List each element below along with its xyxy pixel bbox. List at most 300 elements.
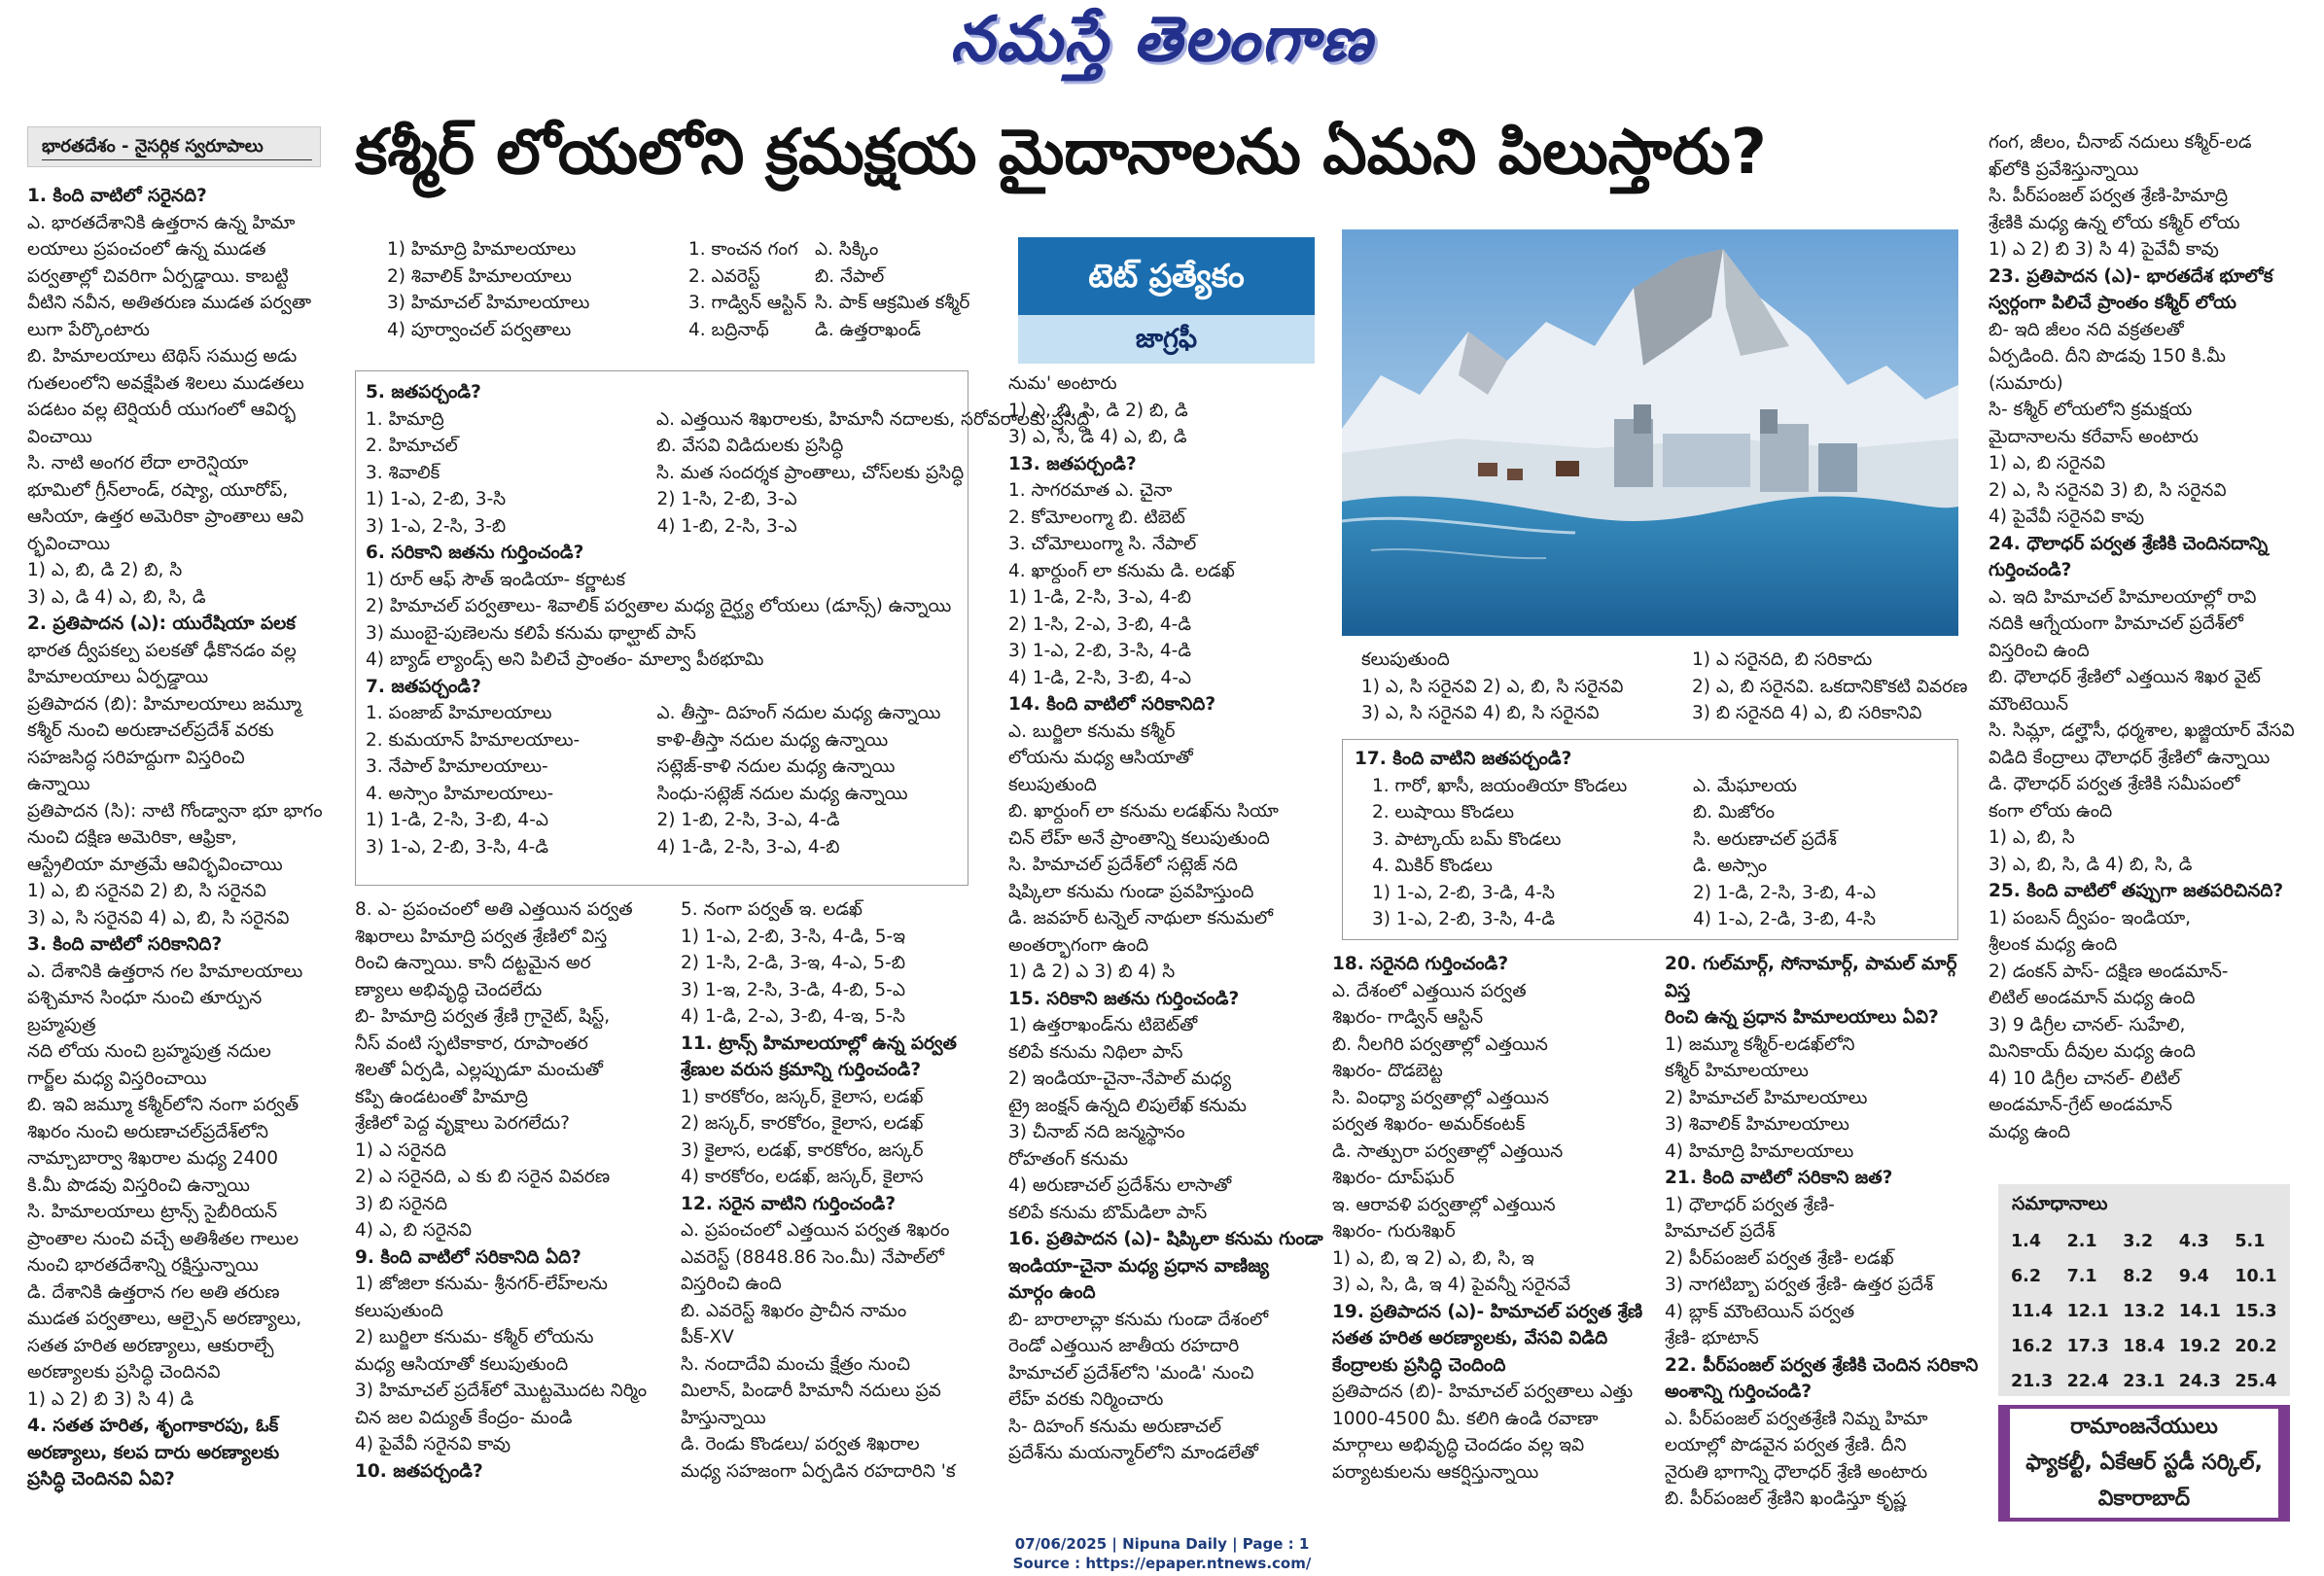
col4-line: 16. ప్రతిపాదన (ఎ)- షిప్కిలా కనుమ గుండా bbox=[1008, 1229, 1323, 1249]
col7-line: ఎ. ఇది హిమాచల్ హిమాలయాల్లో రావి bbox=[1989, 586, 2257, 608]
answer-cell: 22.4 bbox=[2066, 1372, 2109, 1391]
answer-cell: 17.3 bbox=[2066, 1337, 2109, 1356]
col7-line: సి- కశ్మీర్ లోయలోని క్రమక్షయ bbox=[1989, 400, 2193, 420]
answer-cell: 23.1 bbox=[2123, 1372, 2166, 1391]
col5_top-line: 3) ఎ, సి సరైనవి 4) బి, సి సరైనవి bbox=[1361, 703, 1600, 723]
col7-line: మౌంటెయిన్ bbox=[1989, 693, 2068, 715]
col4-line: షిప్కిలా కనుమ గుండా ప్రవహిస్తుంది bbox=[1008, 881, 1254, 902]
option-cell: బి. వేసవి విడిదులకు ప్రసిద్ధి bbox=[656, 436, 844, 456]
col2b-line: 1) ఎ సరైనది bbox=[355, 1139, 446, 1161]
col1-line: 1) ఎ 2) బి 3) సి 4) డి bbox=[27, 1388, 194, 1410]
col5b-line: 3) ఎ, సి, డి, ఇ 4) పైవన్నీ సరైనవే bbox=[1332, 1275, 1571, 1295]
col4-line: 3. చోమోలుంగ్మా సి. నేపాల్ bbox=[1008, 534, 1197, 554]
col4-line: చిన్ లేహ్ అనే ప్రాంతాన్ని కలుపుతుంది bbox=[1008, 827, 1270, 849]
col7-line: డి. ధౌలాధర్ పర్వత శ్రేణికి సమీపంలో bbox=[1989, 774, 2240, 794]
col1-line: 3) ఎ, సి సరైనవి 4) ఎ, బి, సి సరైనవి bbox=[27, 907, 290, 928]
col6b-line: 2) పీర్‌పంజల్ పర్వత శ్రేణి- లడఖ్ bbox=[1665, 1247, 1894, 1269]
col1-line: అరణ్యాలకు ప్రసిద్ధి చెందినవి bbox=[27, 1362, 221, 1383]
option-row bbox=[366, 433, 958, 460]
author-location: వికారాబాద్ bbox=[2097, 1487, 2191, 1511]
col4-line: ట్రై జంక్షన్ ఉన్నది లిపులేఖ్ కనుమ bbox=[1008, 1095, 1247, 1116]
q4-options bbox=[387, 236, 970, 343]
option-cell: బి. మిజోరం bbox=[1693, 802, 1776, 823]
col7-line: 1) ఎ, బి సరైనవి bbox=[1989, 453, 2106, 473]
col7-line: బి. ధౌలాధర్ శ్రేణిలో ఎత్తయిన శిఖర వైట్ bbox=[1989, 667, 2261, 687]
col6_top-line: 2) ఎ, బి సరైనవి. ఒకదానికొకటి వివరణ bbox=[1692, 676, 1968, 697]
col7-line: మైదానాలను కరేవాస్ అంటారు bbox=[1989, 426, 2199, 447]
option-cell: డి. ఉత్తరాఖండ్ bbox=[815, 319, 921, 340]
col1-line: అరణ్యాలు, కలప దారు అరణ్యాలకు bbox=[27, 1442, 280, 1463]
col6b-line: నైరుతి భాగాన్ని ధౌలాధర్ శ్రేణి అంటారు bbox=[1665, 1461, 1928, 1483]
col2b-line: 4) ఎ, బి సరైనవి bbox=[355, 1220, 473, 1241]
col7-line: శ్రేణికి మధ్య ఉన్న లోయ కశ్మీర్ లోయ bbox=[1989, 212, 2240, 233]
col3b-line: 4) 1-డి, 2-ఎ, 3-బి, 4-ఇ, 5-సి bbox=[681, 1006, 905, 1027]
column-5-lower bbox=[1332, 951, 1653, 1486]
answer-cell: 9.4 bbox=[2178, 1267, 2209, 1286]
tet-banner-subject: జాగ్రఫీ bbox=[1018, 315, 1315, 364]
col3b-line: 2) 1-సి, 2-డి, 3-ఇ, 4-ఎ, 5-బి bbox=[681, 953, 905, 973]
option-row bbox=[1355, 853, 1946, 880]
option-cell: 2) 1-డి, 2-సి, 3-బి, 4-ఎ bbox=[1693, 882, 1877, 903]
column-6-lower bbox=[1665, 951, 1986, 1513]
option-row bbox=[366, 513, 958, 541]
section-label: భారతదేశం - నైసర్గిక స్వరూపాలు bbox=[27, 126, 321, 167]
col4-line: 13. జతపర్చండి? bbox=[1008, 453, 1137, 474]
answer-cell: 18.4 bbox=[2123, 1337, 2166, 1356]
col1-line: కశ్మీర్ నుంచి అరుణాచల్‌ప్రదేశ్ వరకు bbox=[27, 720, 274, 741]
question-title: 7. జతపర్చండి? bbox=[366, 676, 481, 697]
col1-line: శిఖరం నుంచి అరుణాచల్‌ప్రదేశ్‌లోని bbox=[27, 1121, 269, 1142]
answer-cell: 20.2 bbox=[2235, 1337, 2277, 1356]
option-cell: 4. బద్రినాథ్ bbox=[688, 319, 769, 340]
answer-cell: 5.1 bbox=[2235, 1232, 2266, 1251]
option-cell: 3) 1-ఎ, 2-సి, 3-బి bbox=[366, 515, 507, 537]
col4-line: 3) 1-ఎ, 2-బి, 3-సి, 4-డి bbox=[1008, 641, 1192, 661]
answers-row bbox=[2010, 1365, 2288, 1398]
landscape-photo bbox=[1342, 229, 1958, 636]
col3b-line: 4) కారకోరం, లడఖ్, జస్కర్, కైలాస bbox=[681, 1167, 924, 1187]
col2b-line: 3) హిమాచల్ ప్రదేశ్‌లో మొట్టమొదట నిర్మిం bbox=[355, 1381, 648, 1401]
answer-cell: 13.2 bbox=[2123, 1302, 2166, 1321]
col6b-line: 20. గుల్‌మార్గ్, సోనామార్గ్, పామల్ మార్గ్ విస్త bbox=[1665, 954, 1957, 1001]
column-3-lower bbox=[681, 896, 987, 1485]
col4-line: సి- దిహంగ్ కనుమ అరుణాచల్ bbox=[1008, 1416, 1221, 1437]
col4-line: బి. ఖార్దుంగ్ లా కనుమ లడఖ్‌ను సియా bbox=[1008, 801, 1279, 822]
col5b-line: శిఖరం- గాడ్విన్ ఆస్టిన్ bbox=[1332, 1007, 1484, 1028]
col4-line: మార్గం ఉంది bbox=[1008, 1282, 1096, 1303]
col7-line: మినికాయ్ దీవుల మధ్య ఉంది bbox=[1989, 1041, 2196, 1062]
col7-line: 3) ఎ, బి, సి, డి 4) బి, సి, డి bbox=[1989, 854, 2193, 875]
author-inner bbox=[2010, 1409, 2278, 1518]
answers-row bbox=[2010, 1295, 2288, 1328]
col1-line: పడటం వల్ల టెర్షియరీ యుగంలో ఆవిర్భ bbox=[27, 400, 296, 420]
answer-cell: 10.1 bbox=[2235, 1267, 2277, 1286]
col6b-line: ఎ. పీర్‌పంజల్ పర్వతశ్రేణి నిమ్న హిమా bbox=[1665, 1408, 1928, 1429]
option-cell: 4. మికిర్ కొండలు bbox=[1372, 856, 1493, 876]
option-cell: 2. ఎవరెస్ట్ bbox=[688, 265, 760, 287]
col5_top-line: 1) ఎ, సి సరైనవి 2) ఎ, బి, సి సరైనవి bbox=[1361, 676, 1624, 697]
answer-cell: 6.2 bbox=[2011, 1267, 2042, 1286]
col7-line: 2) డంకన్ పాస్- దక్షిణ అండమాన్- bbox=[1989, 961, 2229, 982]
col2b-line: శిఖరాలు హిమాద్రి పర్వత శ్రేణిలో విస్త bbox=[355, 926, 608, 947]
col1-line: 1) ఎ, బి, డి 2) బి, సి bbox=[27, 560, 183, 580]
option-cell: 2) శివాలిక్ హిమాలయాలు bbox=[387, 265, 572, 287]
col4-line: రోహతంగ్ కనుమ bbox=[1008, 1148, 1129, 1170]
column-7 bbox=[1989, 129, 2298, 1145]
col3b-line: మిలాన్, పిండారీ హిమానీ నదులు ప్రవ bbox=[681, 1381, 941, 1401]
col1-line: వించాయి bbox=[27, 426, 92, 447]
question-title: 3) ముంబై-పుణెలను కలిపే కనుమ థాల్ఘాట్ పాస్ bbox=[366, 622, 696, 644]
col2b-line: 3) బి సరైనది bbox=[355, 1193, 448, 1214]
option-row bbox=[1355, 799, 1946, 826]
option-row bbox=[366, 834, 958, 861]
answers-row bbox=[2010, 1225, 2288, 1258]
question-title: 1) రూర్ ఆఫ్ సౌత్ ఇండియా- కర్ణాటక bbox=[366, 569, 625, 590]
col1-line: పర్వతాల్లో చివరిగా ఏర్పడ్డాయి. కాబట్టి bbox=[27, 265, 289, 287]
col1-line: నది లోయ నుంచి బ్రహ్మపుత్ర నదుల bbox=[27, 1041, 271, 1062]
col2b-line: ణ్యాలు అభివృద్ధి చెందలేదు bbox=[355, 979, 543, 1000]
col1-line: గార్జ్‌ల మధ్య విస్తరించాయి bbox=[27, 1068, 207, 1089]
answer-cell: 2.1 bbox=[2066, 1232, 2097, 1251]
col3b-line: 12. సరైన వాటిని గుర్తించండి? bbox=[681, 1193, 897, 1214]
col3b-line: 1) కారకోరం, జస్కర్, కైలాస, లడఖ్ bbox=[681, 1086, 924, 1107]
col1-line: పశ్చిమాన సింధూ నుంచి తూర్పున బ్రహ్మపుత్ర bbox=[27, 988, 263, 1035]
col6b-line: 21. కింది వాటిలో సరికాని జత? bbox=[1665, 1168, 1893, 1188]
column-4 bbox=[1008, 370, 1329, 1467]
col4-line: 14. కింది వాటిలో సరికానిది? bbox=[1008, 694, 1216, 715]
col5b-line: పర్వత శిఖరం- అమర్‌కంటక్ bbox=[1332, 1114, 1526, 1135]
col7-line: బి- ఇది జీలం నది వక్రతలతో bbox=[1989, 319, 2184, 340]
col1-line: ప్రాంతాల నుంచి వచ్చే అతిశీతల గాలుల bbox=[27, 1228, 299, 1249]
col4-line: డి. జవహర్ టన్నెల్ నాథులా కనుమలో bbox=[1008, 908, 1274, 928]
col4-line: ఎ. బుర్జిలా కనుమ కశ్మీర్ bbox=[1008, 720, 1176, 742]
masthead-title: నమస్తే తెలంగాణ bbox=[950, 4, 1374, 76]
option-cell: 3. పాట్కాయ్ బమ్ కొండలు bbox=[1372, 828, 1562, 850]
col6b-line: 4) హిమాద్రి హిమాలయాలు bbox=[1665, 1140, 1854, 1162]
option-cell: 3. నేపాల్ హిమాలయాలు- bbox=[366, 756, 548, 777]
col1-line: డి. దేశానికి ఉత్తరాన గల అతి తరుణ bbox=[27, 1281, 280, 1303]
col3b-line: హిస్తున్నాయి bbox=[681, 1407, 766, 1428]
col6b-line: హిమాచల్ ప్రదేశ్ bbox=[1665, 1221, 1776, 1242]
col7-line: అండమాన్-గ్రేట్ అండమాన్ bbox=[1989, 1095, 2173, 1115]
option-cell: 3) 1-ఎ, 2-బి, 3-సి, 4-డి bbox=[366, 836, 549, 858]
col1-line: 2. ప్రతిపాదన (ఎ): యురేషియా పలక bbox=[27, 613, 296, 634]
col3b-line: డి. రెండు కొండలు/ పర్వత శిఖరాల bbox=[681, 1434, 920, 1454]
answer-cell: 8.2 bbox=[2123, 1267, 2154, 1286]
col1-line: భారత ద్వీపకల్ప పలకతో ఢీకొనడం వల్ల bbox=[27, 640, 297, 661]
col6b-line: అంశాన్ని గుర్తించండి? bbox=[1665, 1382, 1813, 1402]
option-row bbox=[366, 486, 958, 513]
col4-line: 1) డి 2) ఎ 3) బి 4) సి bbox=[1008, 962, 1176, 982]
col4-line: 2. కోమోలంగ్మా బి. టిబెట్ bbox=[1008, 507, 1185, 528]
option-cell: 1. హిమాద్రి bbox=[366, 408, 444, 430]
col3b-line: 3) కైలాస, లడఖ్, కారకోరం, జస్కర్ bbox=[681, 1139, 924, 1161]
col6b-line: లయాల్లో పొడవైన పర్వత శ్రేణి. దీని bbox=[1665, 1435, 1907, 1455]
col1-line: వీటిని నవీన, అతితరుణ ముడత పర్వతా bbox=[27, 293, 312, 313]
col2b-line: శిలతో ఏర్పడి, ఎల్లప్పుడూ మంచుతో bbox=[355, 1060, 603, 1080]
option-cell: ఎ. సిక్కిం bbox=[815, 239, 879, 260]
col6b-line: 2) హిమాచల్ హిమాలయాలు bbox=[1665, 1087, 1868, 1108]
col5b-line: పర్యాటకులను ఆకర్షిస్తున్నాయి bbox=[1332, 1461, 1539, 1483]
col5b-line: సతత హరిత అరణ్యాలకు, వేసవి విడిది bbox=[1332, 1328, 1608, 1348]
col1-line: ఎ. దేశానికి ఉత్తరాన గల హిమాలయాలు bbox=[27, 961, 303, 982]
col5b-line: శిఖరం- దొడబెట్ట bbox=[1332, 1061, 1443, 1081]
footer bbox=[0, 1534, 2324, 1573]
col7-line: 24. ధౌలాధర్ పర్వత శ్రేణికి చెందినదాన్ని bbox=[1989, 533, 2269, 554]
answer-cell: 19.2 bbox=[2178, 1337, 2221, 1356]
col7-line: 1) ఎ, బి, సి bbox=[1989, 827, 2075, 848]
option-cell: 1. పంజాబ్ హిమాలయాలు bbox=[366, 703, 552, 723]
col4-line: హిమాచల్ ప్రదేశ్‌లోని 'మండి' నుంచి bbox=[1008, 1362, 1254, 1383]
landscape-illustration bbox=[1342, 229, 1958, 636]
column-2-lower bbox=[355, 896, 666, 1485]
answer-cell: 15.3 bbox=[2235, 1302, 2277, 1321]
option-cell: డి. అస్సాం bbox=[1693, 856, 1768, 876]
answers-table bbox=[2008, 1223, 2290, 1400]
col7-line: 1) పంబన్ ద్వీపం- ఇండియా, bbox=[1989, 907, 2192, 928]
option-row bbox=[1355, 826, 1946, 854]
col2b-line: చిన జల విద్యుత్ కేంద్రం- మండి bbox=[355, 1407, 573, 1428]
option-row bbox=[366, 406, 1090, 434]
col1-line: ప్రతిపాదన (సి): నాటి గోండ్వానా భూ భాగం bbox=[27, 800, 323, 822]
col7-line: 3) 9 డిగ్రీల చానల్- సుహేలి, bbox=[1989, 1014, 2186, 1035]
col2b-line: నీస్ వంటి స్ఫటికాకార, రూపాంతర bbox=[355, 1033, 588, 1054]
col4-line: సి. హిమాచల్ ప్రదేశ్‌లో సట్లెజ్ నది bbox=[1008, 855, 1238, 875]
col5b-line: ఎ. దేశంలో ఎత్తయిన పర్వత bbox=[1332, 980, 1527, 1001]
col2b-line: 4) పైవేవీ సరైనవి కావు bbox=[355, 1434, 511, 1454]
col4-line: ప్రదేశ్‌ను మయన్మార్‌లోని మాండలేతో bbox=[1008, 1443, 1258, 1463]
col1-line: బి. ఇవి జమ్మూ కశ్మీర్‌లోని నంగా పర్వత్ bbox=[27, 1095, 299, 1115]
col1-line: బి. హిమాలయాలు టెథిస్ సముద్ర అడు bbox=[27, 346, 298, 367]
col2b-line: బి- హిమాద్రి పర్వత శ్రేణి గ్రానైట్, షిస్ట్, bbox=[355, 1006, 611, 1027]
col1-line: నుంచి భారతదేశాన్ని రక్షిస్తున్నాయి bbox=[27, 1255, 259, 1276]
option-cell: 3) హిమాచల్ హిమాలయాలు bbox=[387, 293, 590, 313]
option-row bbox=[387, 263, 970, 291]
col4-line: రెండో ఎత్తయిన జాతీయ రహదారి bbox=[1008, 1336, 1240, 1356]
author-affiliation: ఫ్యాకల్టీ, ఏకేఆర్ స్టడీ సర్కిల్, bbox=[2025, 1451, 2263, 1475]
question-title: 2) హిమాచల్ పర్వతాలు- శివాలిక్ పర్వతాల మధ్య దైర్ఘ్య లోయలు (డూన్స్) ఉన్నాయి bbox=[366, 596, 952, 616]
col6b-line: 1) జమ్మూ కశ్మీర్-లడఖ్‌లోని bbox=[1665, 1033, 1855, 1055]
col5b-line: కేంద్రాలకు ప్రసిద్ధి చెందింది bbox=[1332, 1354, 1506, 1376]
option-cell: 1) 1-ఎ, 2-బి, 3-సి bbox=[366, 489, 507, 509]
col2b-line: మధ్య ఆసియాతో కలుపుతుంది bbox=[355, 1353, 569, 1375]
col6b-line: కశ్మీర్ హిమాలయాలు bbox=[1665, 1061, 1809, 1081]
col3b-line: ఎవరెస్ట్ (8848.86 సెం.మీ) నేపాల్‌లో bbox=[681, 1246, 944, 1268]
col6b-line: 3) నాగటిబ్బా పర్వత శ్రేణి- ఉత్తర ప్రదేశ్ bbox=[1665, 1275, 1934, 1295]
option-cell: 1. కాంచన గంగ bbox=[688, 239, 798, 260]
col7-line: (సుమారు) bbox=[1989, 372, 2063, 394]
col4-line: 4) 1-డి, 2-సి, 3-బి, 4-ఎ bbox=[1008, 667, 1192, 688]
col4-line: 1) ఎ, బి, సి, డి 2) బి, డి bbox=[1008, 400, 1188, 421]
col5b-line: ప్రతిపాదన (బి)- హిమాచల్ పర్వతాలు ఎత్తు bbox=[1332, 1382, 1634, 1402]
answer-cell: 1.4 bbox=[2011, 1232, 2042, 1251]
col4-line: 2) 1-సి, 2-ఎ, 3-బి, 4-డి bbox=[1008, 613, 1192, 635]
col5b-line: శిఖరం- గురుశిఖర్ bbox=[1332, 1221, 1456, 1242]
answer-cell: 21.3 bbox=[2011, 1372, 2054, 1391]
answers-row bbox=[2010, 1260, 2288, 1293]
answers-box bbox=[1998, 1184, 2290, 1396]
tet-banner-title: టెట్ ప్రత్యేకం bbox=[1018, 237, 1315, 315]
col1-line: ముడత పర్వతాలు, ఆల్పైన్ అరణ్యాలు, bbox=[27, 1309, 302, 1329]
col2b-line: 2) ఎ సరైనది, ఎ కు బి సరైన వివరణ bbox=[355, 1167, 611, 1187]
col1-line: హిమాలయాలు ఏర్పడ్డాయి bbox=[27, 667, 209, 687]
col7-line: మధ్య ఉంది bbox=[1989, 1121, 2071, 1142]
option-row bbox=[366, 753, 958, 781]
col2b-line: 8. ఎ- ప్రపంచంలో అతి ఎత్తయిన పర్వత bbox=[355, 899, 633, 920]
col1-line: సహజసిద్ధ సరిహద్దుగా విస్తరించి bbox=[27, 747, 245, 768]
answer-cell: 3.2 bbox=[2123, 1232, 2154, 1251]
col5b-line: 18. సరైనది గుర్తించండి? bbox=[1332, 954, 1509, 974]
col4-line: కలిపే కనుమ బొమ్‌డిలా పాస్ bbox=[1008, 1202, 1208, 1223]
col7-line: సి. పీర్‌పంజల్ పర్వత శ్రేణి-హిమాద్రి bbox=[1989, 186, 2229, 206]
answer-cell: 14.1 bbox=[2178, 1302, 2221, 1321]
col2b-line: కప్పి ఉండటంతో హిమాద్రి bbox=[355, 1086, 528, 1107]
col6b-line: శ్రేణి- భూటాన్ bbox=[1665, 1328, 1759, 1348]
col7-line: స్వర్గంగా పిలిచే ప్రాంతం కశ్మీర్ లోయ bbox=[1989, 293, 2236, 313]
col5b-line: 19. ప్రతిపాదన (ఎ)- హిమాచల్ పర్వత శ్రేణి bbox=[1332, 1301, 1643, 1322]
col5_top-line: కలుపుతుంది bbox=[1361, 649, 1450, 670]
col5b-line: మార్గాలు అభివృద్ధి చెందడం వల్ల ఇవి bbox=[1332, 1435, 1585, 1455]
col1-line: ప్రసిద్ధి చెందినవి ఏవి? bbox=[27, 1469, 175, 1489]
col1-line: లయాలు ప్రపంచంలో ఉన్న ముడత bbox=[27, 239, 266, 260]
col1-line: లుగా పేర్కొంటారు bbox=[27, 319, 150, 340]
col2b-line: 10. జతపర్చండి? bbox=[355, 1460, 483, 1482]
option-cell: 4) 1-ఎ, 2-డి, 3-బి, 4-సి bbox=[1693, 909, 1877, 929]
col4-line: 4) అరుణాచల్ ప్రదేశ్‌ను లాసాతో bbox=[1008, 1175, 1232, 1196]
author-name: రామాంజనేయులు bbox=[2070, 1415, 2218, 1439]
headline: కశ్మీర్ లోయలోని క్రమక్షయ మైదానాలను ఏమని పిలుస్తారు? bbox=[355, 117, 1767, 189]
col1-line: ఉన్నాయి bbox=[27, 774, 90, 794]
col1-line: ఎ. భారతదేశానికి ఉత్తరాన ఉన్న హిమా bbox=[27, 212, 296, 233]
col2b-line: 2) బుర్జిలా కనుమ- కశ్మీర్ లోయను bbox=[355, 1327, 594, 1348]
footer-source-line: Source : https://epaper.ntnews.com/ bbox=[1012, 1555, 1312, 1572]
col1-line: సి. హిమాలయాలు ట్రాన్స్ సైబీరియన్ bbox=[27, 1202, 278, 1222]
option-cell: 4. అస్సాం హిమాలయాలు- bbox=[366, 783, 554, 804]
col3b-line: పీక్-XV bbox=[681, 1327, 734, 1348]
col7-line: విస్తరించి ఉంది bbox=[1989, 640, 2090, 661]
option-row bbox=[366, 460, 965, 487]
col6b-line: 3) శివాలిక్ హిమాలయాలు bbox=[1665, 1114, 1849, 1135]
option-row bbox=[387, 317, 970, 344]
col4-line: 1. సాగరమాత ఎ. చైనా bbox=[1008, 480, 1173, 501]
col1-line: నుంచి దక్షిణ అమెరికా, ఆఫ్రికా, bbox=[27, 827, 237, 848]
col7-line: సి. సిమ్లా, డల్హౌసీ, ధర్మశాల, ఖజ్జియార్ వేసవి bbox=[1989, 720, 2295, 741]
col6b-line: రించి ఉన్న ప్రధాన హిమాలయాలు ఏవి? bbox=[1665, 1007, 1939, 1028]
col4-line: ఇండియా-చైనా మధ్య ప్రధాన వాణిజ్య bbox=[1008, 1255, 1269, 1277]
col6b-line: 4) బ్లాక్ మౌంటెయిన్ పర్వత bbox=[1665, 1301, 1855, 1322]
col4-line: లోయను మధ్య ఆసియాతో bbox=[1008, 748, 1193, 768]
col7-line: లిటిల్ అండమాన్ మధ్య ఉంది bbox=[1989, 988, 2196, 1008]
col4-line: కలుపుతుంది bbox=[1008, 774, 1097, 795]
col3b-line: 5. నంగా పర్వత్ ఇ. లడఖ్ bbox=[681, 899, 863, 920]
option-row bbox=[387, 290, 970, 317]
option-cell: ఎ. ఎత్తయిన శిఖరాలకు, హిమానీ నదాలకు, సరోవరాలకు ప్రసిద్ధి bbox=[656, 408, 1090, 430]
col1-line: ప్రతిపాదన (బి): హిమాలయాలు జమ్మూ bbox=[27, 693, 301, 715]
col7-line: 1) ఎ 2) బి 3) సి 4) పైవేవీ కావు bbox=[1989, 239, 2219, 260]
col6b-line: 22. పీర్‌పంజల్ పర్వత శ్రేణికి చెందిన సరికాని bbox=[1665, 1354, 1979, 1376]
col5b-line: 1) ఎ, బి, ఇ 2) ఎ, బి, సి, ఇ bbox=[1332, 1247, 1534, 1269]
option-row bbox=[366, 807, 958, 834]
option-cell: 3. గాడ్విన్ ఆస్టిన్ bbox=[688, 293, 807, 313]
col3b-line: సి. నందాదేవి మంచు క్షేత్రం నుంచి bbox=[681, 1353, 910, 1375]
tet-banner bbox=[1018, 237, 1315, 364]
option-row bbox=[1355, 906, 1946, 933]
col2b-line: 1) జోజిలా కనుమ- శ్రీనగర్-లేహ్‌లను bbox=[355, 1274, 608, 1294]
col1-line: భూమిలో గ్రీన్‌లాండ్, రష్యా, యూరోప్, bbox=[27, 479, 289, 501]
col2b-line: రించి ఉన్నాయి. కానీ దట్టమైన అర bbox=[355, 953, 591, 973]
col3b-line: 1) 1-ఎ, 2-బి, 3-సి, 4-డి, 5-ఇ bbox=[681, 926, 905, 947]
col4-line: 15. సరికాని జతను గుర్తించండి? bbox=[1008, 988, 1240, 1009]
option-cell: 1. గారో, ఖాసీ, జయంతియా కొండలు bbox=[1372, 775, 1628, 796]
col4-line: బి- బారాలాచ్లా కనుమ గుండా దేశంలో bbox=[1008, 1309, 1269, 1330]
col7-line: 4) 10 డిగ్రీల చానల్- లిటిల్ bbox=[1989, 1068, 2181, 1089]
option-cell: సింధు-సట్లెజ్ నదుల మధ్య ఉన్నాయి bbox=[656, 783, 908, 804]
col3b-line: శ్రేణుల వరుస క్రమాన్ని గుర్తించండి? bbox=[681, 1060, 922, 1080]
col4-line: 3) చీనాబ్ నది జన్మస్థానం bbox=[1008, 1122, 1185, 1142]
question-title: 4) బ్యాడ్ ల్యాండ్స్ అని పిలిచే ప్రాంతం- మాల్వా పీఠభూమి bbox=[366, 649, 764, 670]
col4-line: 1) ఉత్తరాఖండ్‌ను టిబెట్‌తో bbox=[1008, 1015, 1198, 1035]
question-title: 17. కింది వాటిని జతపర్చండి? bbox=[1355, 749, 1572, 769]
col7-line: 2) ఎ, సి సరైనవి 3) బి, సి సరైనవి bbox=[1989, 479, 2227, 501]
col7-line: ఖ్‌లోకి ప్రవేశిస్తున్నాయి bbox=[1989, 158, 2139, 180]
col4-line: 1) 1-డి, 2-సి, 3-ఎ, 4-బి bbox=[1008, 587, 1192, 608]
col4-line: నుమ' అంటారు bbox=[1008, 373, 1117, 394]
col3b-line: మధ్య సహజంగా ఏర్పడిన రహదారిని 'క bbox=[681, 1460, 956, 1482]
col5b-line: 1000-4500 మీ. కలిగి ఉండి రవాణా bbox=[1332, 1408, 1599, 1429]
option-cell: 2. కుమయాన్ హిమాలయాలు- bbox=[366, 729, 581, 751]
footer-date-line: 07/06/2025 | Nipuna Daily | Page : 1 bbox=[1014, 1535, 1310, 1553]
option-cell: సి. మత సందర్శక ప్రాంతాలు, చోస్‌లకు ప్రసిద్ధి bbox=[656, 462, 965, 483]
option-cell: బి. నేపాల్ bbox=[815, 265, 885, 287]
col3b-line: విస్తరించి ఉంది bbox=[681, 1274, 782, 1294]
option-cell: 1) 1-డి, 2-సి, 3-బి, 4-ఎ bbox=[366, 810, 549, 830]
option-cell: 3) 1-ఎ, 2-బి, 3-సి, 4-డి bbox=[1372, 909, 1556, 929]
col1-line: 3. కింది వాటిలో సరికానిది? bbox=[27, 934, 223, 955]
option-row bbox=[1355, 880, 1946, 907]
col1-line: 4. సతత హరిత, శృంగాకారపు, ఓక్ bbox=[27, 1416, 279, 1436]
option-cell: 1) హిమాద్రి హిమాలయాలు bbox=[387, 239, 577, 260]
col4-line: లేహ్ వరకు నిర్మించారు bbox=[1008, 1389, 1164, 1410]
col3b-line: 2) జస్కర్, కారకోరం, కైలాస, లడఖ్ bbox=[681, 1113, 924, 1134]
column-5-top bbox=[1361, 647, 1673, 727]
col7-line: 4) పైవేవీ సరైనవి కావు bbox=[1989, 507, 2145, 527]
option-cell: 2. లుషాయి కొండలు bbox=[1372, 802, 1515, 823]
answer-cell: 24.3 bbox=[2178, 1372, 2221, 1391]
col2b-line: 9. కింది వాటిలో సరికానిది ఏది? bbox=[355, 1246, 581, 1268]
col6b-line: బి. పీర్‌పంజల్ శ్రేణిని ఖండిస్తూ కృష్ణ bbox=[1665, 1488, 1907, 1509]
col4-line: 3) ఎ, సి, డి 4) ఎ, బి, డి bbox=[1008, 427, 1187, 447]
col5b-line: సి. వింధ్యా పర్వతాల్లో ఎత్తయిన bbox=[1332, 1087, 1549, 1108]
option-cell: 4) పూర్వాంచల్ పర్వతాలు bbox=[387, 319, 572, 340]
col4-line: 4. ఖార్దుంగ్ లా కనుమ డి. లడఖ్ bbox=[1008, 560, 1235, 581]
option-cell: 3. శివాలిక్ bbox=[366, 462, 440, 483]
col6_top-line: 1) ఎ సరైనది, బి సరికాదు bbox=[1692, 649, 1873, 670]
option-cell: సట్లెజ్-కాళి నదుల మధ్య ఉన్నాయి bbox=[656, 756, 896, 777]
col1-line: 1. కింది వాటిలో సరైనది? bbox=[27, 186, 207, 206]
answers-title: సమాధానాలు bbox=[2012, 1193, 2108, 1214]
col7-line: 23. ప్రతిపాదన (ఎ)- భారతదేశ భూలోక bbox=[1989, 265, 2273, 287]
col5b-line: బి. నీలగిరి పర్వతాల్లో ఎత్తయిన bbox=[1332, 1033, 1548, 1055]
col6b-line: 1) ధౌలాధర్ పర్వత శ్రేణి- bbox=[1665, 1194, 1835, 1215]
col3b-line: 11. ట్రాన్స్ హిమాలయాల్లో ఉన్న పర్వత bbox=[681, 1033, 957, 1054]
author-box bbox=[1998, 1405, 2290, 1522]
answer-cell: 11.4 bbox=[2011, 1302, 2054, 1321]
col7-line: కంగా లోయ ఉంది bbox=[1989, 800, 2113, 822]
col1-line: సి. నాటి అంగర లేదా లారెన్షియా bbox=[27, 453, 249, 473]
option-cell: కాళి-తీస్తా నదుల మధ్య ఉన్నాయి bbox=[656, 729, 889, 751]
col7-line: నదికి ఆగ్నేయంగా హిమాచల్ ప్రదేశ్‌లో bbox=[1989, 613, 2243, 634]
option-row bbox=[366, 727, 958, 754]
